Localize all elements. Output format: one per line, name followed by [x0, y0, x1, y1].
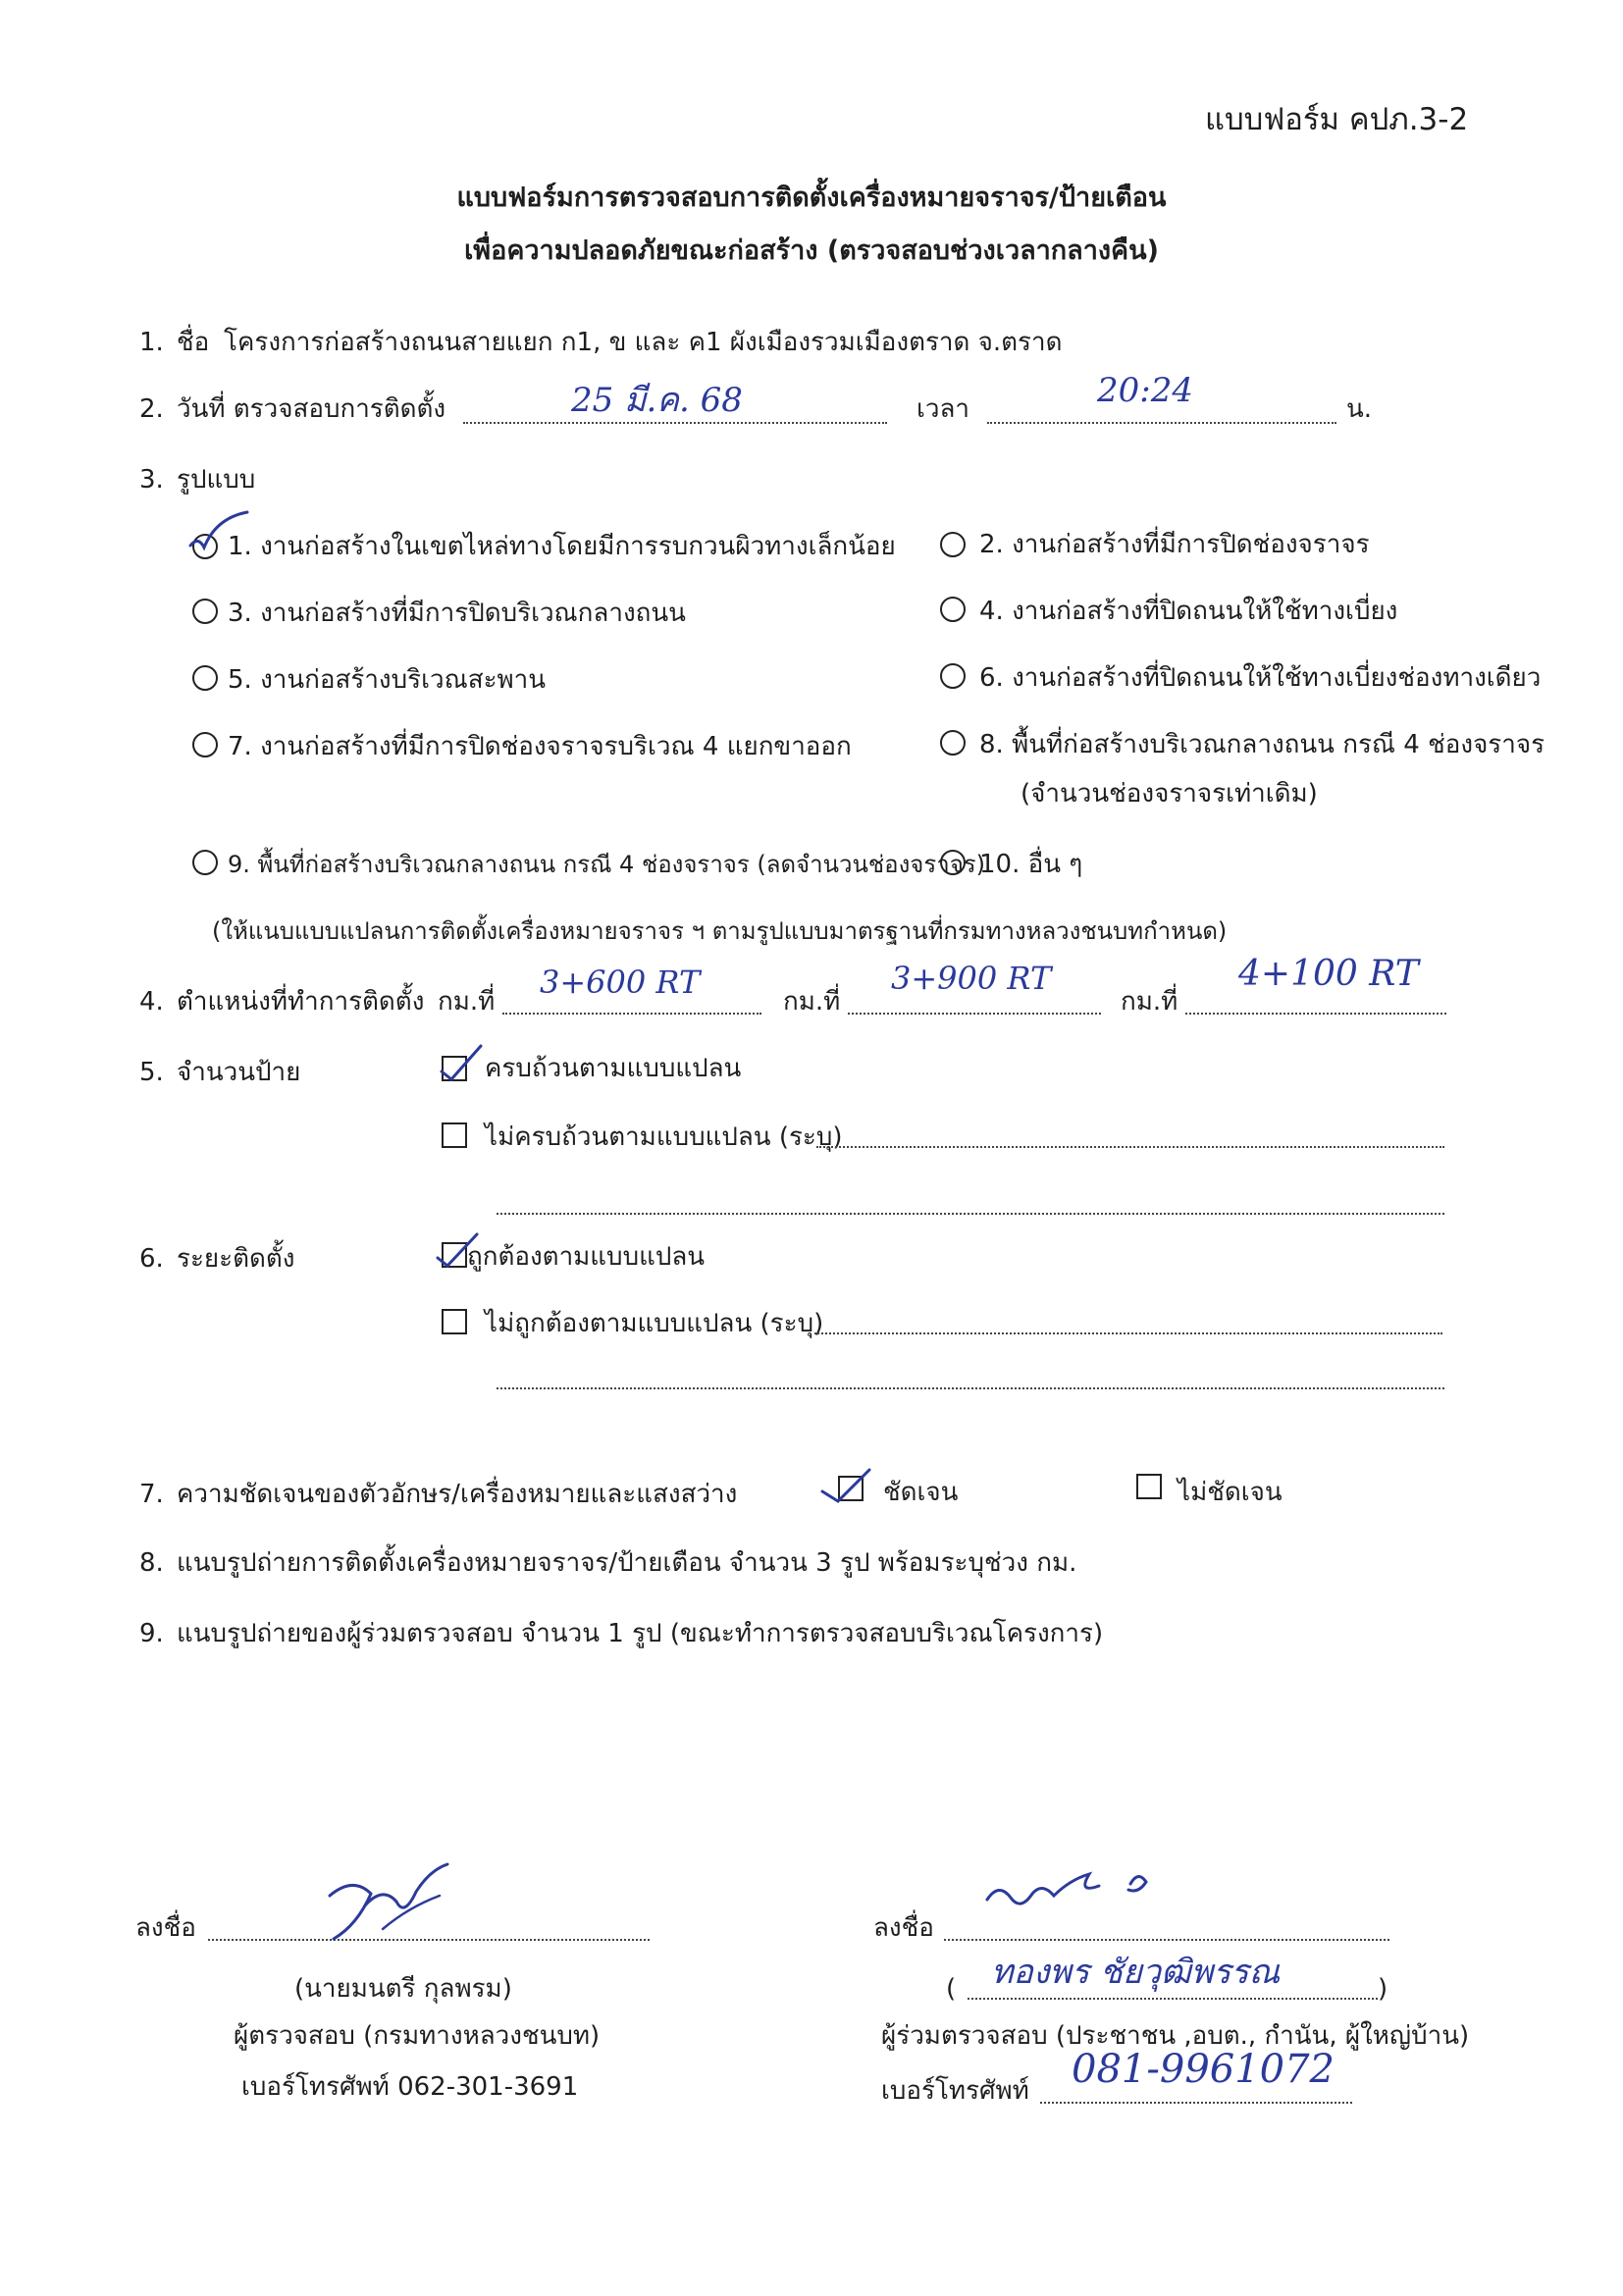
sign-count-incomplete-label: ไม่ครบถ้วนตามแบบแปลน (ระบุ)	[485, 1122, 843, 1152]
inspector-role: ผู้ตรวจสอบ (กรมทางหลวงชนบท)	[234, 2021, 601, 2051]
form-title-line2: เพื่อความปลอดภัยขณะก่อสร้าง (ตรวจสอบช่วงเวลากลางคืน)	[464, 235, 1159, 266]
sign-count-incomplete-checkbox[interactable]	[442, 1122, 467, 1148]
item2-number: 2.	[139, 394, 164, 424]
co-inspector-phone-label: เบอร์โทรศัพท์	[881, 2076, 1029, 2106]
co-inspector-name-line[interactable]	[968, 1998, 1378, 2000]
pattern-9-radio[interactable]	[192, 850, 218, 875]
item2-label: วันที่ ตรวจสอบการติดตั้ง	[177, 394, 446, 424]
item6-number: 6.	[139, 1244, 164, 1274]
clarity-clear-label: ชัดเจน	[883, 1478, 959, 1507]
time-label: เวลา	[916, 394, 970, 424]
distance-specify-line-2[interactable]	[497, 1387, 1444, 1389]
item9-number: 9.	[139, 1619, 164, 1648]
co-inspector-sign-label: ลงชื่อ	[873, 1913, 934, 1943]
item9-text: แนบรูปถ่ายของผู้ร่วมตรวจสอบ จำนวน 1 รูป (ขณะทำการตรวจสอบบริเวณโครงการ)	[177, 1619, 1104, 1648]
clarity-unclear-label: ไม่ชัดเจน	[1178, 1478, 1283, 1507]
km-value-3: 4+100 RT	[1238, 954, 1419, 994]
pattern-9-label: 9. พื้นที่ก่อสร้างบริเวณกลางถนน กรณี 4 ช่องจราจร (ลดจำนวนช่องจราจร)	[228, 851, 986, 878]
item5-number: 5.	[139, 1058, 164, 1087]
pattern-8-radio[interactable]	[940, 730, 966, 756]
sign-count-specify-line-1[interactable]	[816, 1146, 1444, 1148]
inspector-signature	[314, 1856, 461, 1945]
pattern-3-radio[interactable]	[192, 599, 218, 624]
item7-number: 7.	[139, 1480, 164, 1509]
co-inspector-role: ผู้ร่วมตรวจสอบ (ประชาชน ,อบต., กำนัน, ผู้ใหญ่บ้าน)	[881, 2021, 1470, 2051]
time-unit: น.	[1346, 394, 1373, 424]
km-field-2[interactable]	[848, 1013, 1101, 1015]
form-code: แบบฟอร์ม คปภ.3-2	[1205, 102, 1469, 137]
pattern-1-label: 1. งานก่อสร้างในเขตไหล่ทางโดยมีการรบกวนผิวทางเล็กน้อย	[228, 532, 896, 561]
item4-number: 4.	[139, 987, 164, 1017]
pattern-8-continuation: (จำนวนช่องจราจรเท่าเดิม)	[1021, 779, 1318, 809]
form-title-line1: แบบฟอร์มการตรวจสอบการติดตั้งเครื่องหมายจราจร/ป้ายเตือน	[456, 183, 1167, 213]
distance-incorrect-checkbox[interactable]	[442, 1309, 467, 1334]
pattern-2-radio[interactable]	[940, 532, 966, 557]
pattern-6-label: 6. งานก่อสร้างที่ปิดถนนให้ใช้ทางเบี่ยงช่องทางเดียว	[979, 663, 1542, 693]
pattern-2-label: 2. งานก่อสร้างที่มีการปิดช่องจราจร	[979, 530, 1370, 559]
pattern-3-label: 3. งานก่อสร้างที่มีการปิดบริเวณกลางถนน	[228, 599, 686, 628]
inspector-name: (นายมนตรี กุลพรม)	[294, 1974, 512, 2004]
km-field-1[interactable]	[502, 1013, 761, 1015]
co-inspector-signature-line[interactable]	[944, 1939, 1389, 1941]
co-inspector-phone-line[interactable]	[1040, 2102, 1352, 2104]
km-value-1: 3+600 RT	[540, 964, 701, 1001]
item1-label: ชื่อ	[177, 328, 210, 357]
item1-number: 1.	[139, 328, 164, 357]
item3-number: 3.	[139, 465, 164, 495]
item4-label: ตำแหน่งที่ทำการติดตั้ง	[177, 987, 425, 1017]
item6-label: ระยะติดตั้ง	[177, 1244, 295, 1274]
project-name: โครงการก่อสร้างถนนสายแยก ก1, ข และ ค1 ผังเมืองรวมเมืองตราด จ.ตราด	[224, 328, 1063, 357]
attach-plan-note: (ให้แนบแบบแปลนการติดตั้งเครื่องหมายจราจร ฯ ตามรูปแบบมาตรฐานที่กรมทางหลวงชนบทกำหนด)	[212, 917, 1228, 945]
time-field-line[interactable]	[987, 422, 1336, 424]
km-value-2: 3+900 RT	[891, 960, 1052, 997]
item7-label: ความชัดเจนของตัวอักษร/เครื่องหมายและแสงสว่าง	[177, 1480, 738, 1509]
clarity-unclear-checkbox[interactable]	[1136, 1474, 1162, 1499]
inspector-sign-label: ลงชื่อ	[135, 1913, 196, 1943]
pattern-6-radio[interactable]	[940, 663, 966, 689]
distance-incorrect-label: ไม่ถูกต้องตามแบบแปลน (ระบุ)	[485, 1309, 824, 1338]
distance-specify-line-1[interactable]	[814, 1332, 1442, 1334]
pattern-4-radio[interactable]	[940, 597, 966, 622]
item8-number: 8.	[139, 1548, 164, 1578]
item3-label: รูปแบบ	[177, 465, 256, 495]
pattern-5-label: 5. งานก่อสร้างบริเวณสะพาน	[228, 665, 547, 695]
pattern-4-label: 4. งานก่อสร้างที่ปิดถนนให้ใช้ทางเบี่ยง	[979, 597, 1398, 626]
pattern-7-label: 7. งานก่อสร้างที่มีการปิดช่องจราจรบริเวณ 4 แยกขาออก	[228, 732, 852, 761]
co-inspector-phone-handwritten: 081-9961072	[1072, 2047, 1335, 2092]
item5-label: จำนวนป้าย	[177, 1058, 301, 1087]
km-label-2: กม.ที่	[783, 987, 841, 1017]
time-value: 20:24	[1097, 371, 1193, 410]
co-inspector-name-close: )	[1378, 1974, 1388, 2004]
co-inspector-signature	[981, 1860, 1178, 1939]
co-inspector-name-open: (	[946, 1974, 957, 2004]
inspector-phone: เบอร์โทรศัพท์ 062-301-3691	[241, 2072, 579, 2102]
pattern-10-label: 10. อื่น ๆ	[979, 850, 1083, 879]
distance-correct-label: ถูกต้องตามแบบแปลน	[467, 1242, 706, 1272]
km-field-3[interactable]	[1185, 1013, 1446, 1015]
co-inspector-name-handwritten: ทองพร ชัยวุฒิพรรณ	[991, 1953, 1281, 1992]
pattern-10-radio[interactable]	[940, 850, 966, 875]
pattern-5-radio[interactable]	[192, 665, 218, 691]
sign-count-complete-label: ครบถ้วนตามแบบแปลน	[485, 1054, 742, 1083]
km-label-1: กม.ที่	[438, 987, 496, 1017]
clarity-clear-checkmark	[816, 1466, 875, 1509]
pattern-8-label: 8. พื้นที่ก่อสร้างบริเวณกลางถนน กรณี 4 ช่องจราจร	[979, 730, 1545, 759]
pattern-7-radio[interactable]	[192, 732, 218, 757]
date-value: 25 มี.ค. 68	[571, 381, 743, 420]
km-label-3: กม.ที่	[1121, 987, 1178, 1017]
sign-count-complete-checkmark	[438, 1042, 487, 1085]
sign-count-specify-line-2[interactable]	[497, 1213, 1444, 1215]
item8-text: แนบรูปถ่ายการติดตั้งเครื่องหมายจราจร/ป้ายเตือน จำนวน 3 รูป พร้อมระบุช่วง กม.	[177, 1548, 1077, 1578]
